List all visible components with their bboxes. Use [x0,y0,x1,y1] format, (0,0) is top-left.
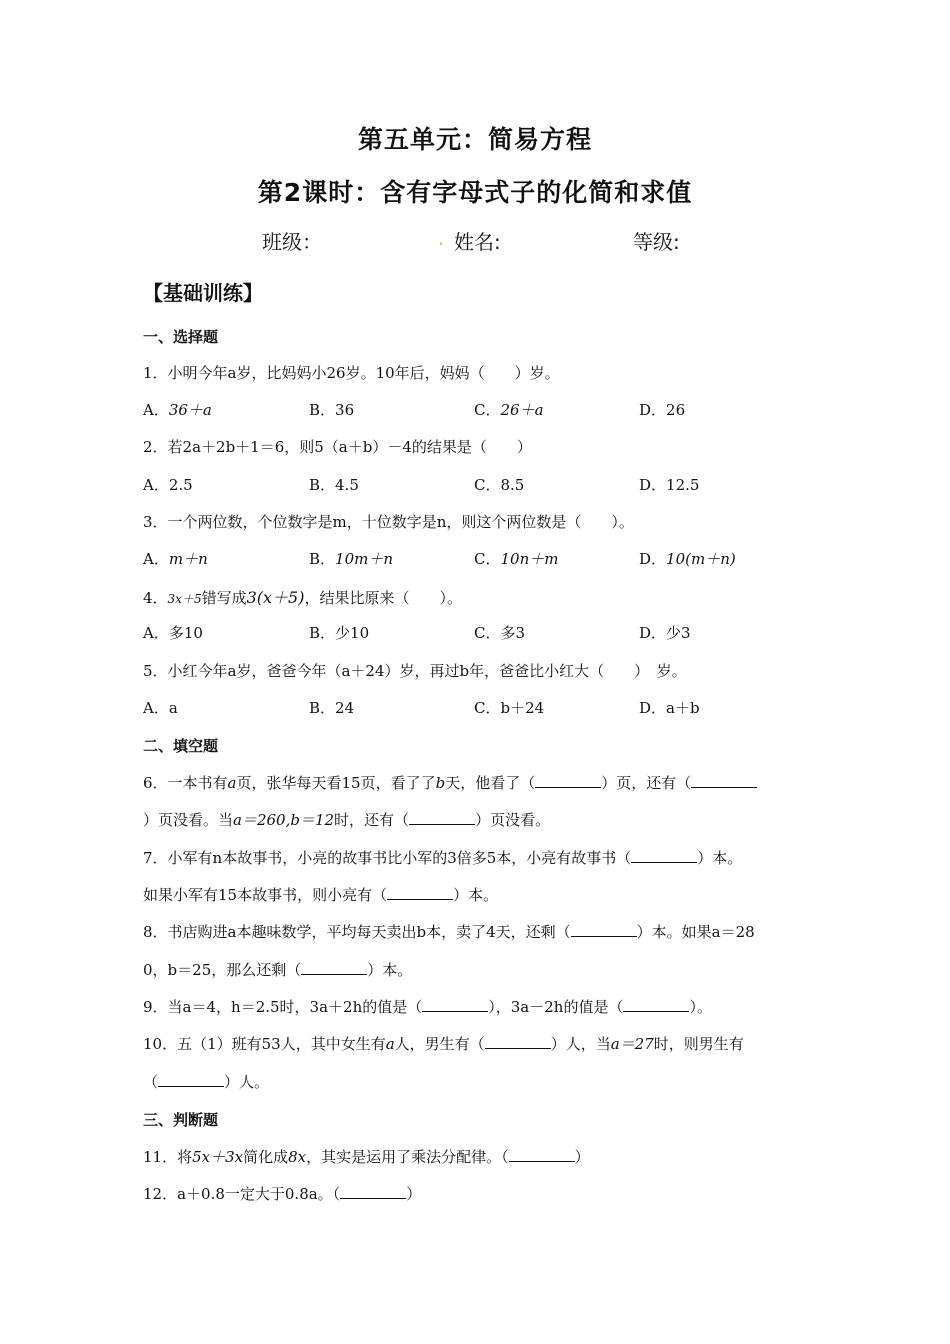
question-6-line-2: ）页没看。当a＝260,b＝12时，还有（ ）页没看。 [143,811,551,829]
question-4: 4．3x＋5错写成3(x＋5)，结果比原来（ ）。 [143,588,462,607]
answer-blank[interactable] [301,962,367,975]
page-title: 第五单元：简易方程 [357,125,592,154]
name-label: 姓名: [454,230,501,254]
question-8-line-2: 0，b＝25，那么还剩（ ）本。 [143,961,413,979]
q1-option-b: B．36 [309,401,355,419]
answer-blank[interactable] [387,887,453,900]
question-10-line-2: （ ）人。 [143,1073,270,1091]
q5-option-d: D．a＋b [639,699,700,717]
answer-blank[interactable] [691,775,757,788]
q4-option-a: A．多10 [143,624,203,642]
question-12: 12．a＋0.8一定大于0.8a。（ ） [143,1185,422,1203]
question-10-line-1: 10．五（1）班有53人，其中女生有a人，男生有（ ）人，当a＝27时，则男生有 [143,1035,744,1053]
q3-option-a: A．m＋n [143,550,208,568]
q2-option-d: D．12.5 [639,476,700,494]
section-title: 【基础训练】 [143,281,263,305]
q4-option-c: C．多3 [474,624,526,642]
answer-blank[interactable] [623,999,689,1012]
class-label: 班级： [262,230,322,254]
q3-option-d: D．10(m＋n) [639,550,736,568]
question-1: 1．小明今年a岁，比妈妈小26岁。10年后，妈妈（ ）岁。 [143,364,560,382]
answer-blank[interactable] [485,1036,551,1049]
q1-option-d: D．26 [639,401,686,419]
question-5: 5．小红今年a岁，爸爸今年（a＋24）岁，再过b年，爸爸比小红大（ ） 岁。 [143,662,687,680]
q2-option-c: C．8.5 [474,476,525,494]
q1-option-a: A．36＋a [143,401,212,419]
q4-option-d: D．少3 [639,624,691,642]
q5-option-c: C．b＋24 [474,699,545,717]
part-heading-judge: 三、判断题 [143,1111,219,1129]
part-heading-choice: 一、选择题 [143,328,219,346]
q3-option-c: C．10n＋m [474,550,559,568]
question-7-line-1: 7．小军有n本故事书，小亮的故事书比小军的3倍多5本，小亮有故事书（ ）本。 [143,849,743,867]
part-heading-fill: 二、填空题 [143,737,219,755]
page-subtitle: 第2课时：含有字母式子的化简和求值 [257,178,693,207]
question-3: 3．一个两位数，个位数字是m，十位数字是n，则这个两位数是（ ）。 [143,513,634,531]
q3-option-b: B．10m＋n [309,550,394,568]
question-7-line-2: 如果小军有15本故事书，则小亮有（ ）本。 [143,886,499,904]
answer-blank[interactable] [571,924,637,937]
question-9: 9．当a＝4，h＝2.5时，3a＋2h的值是（ ），3a－2h的值是（ ）。 [143,998,712,1016]
question-6-line-1: 6．一本书有a页，张华每天看15页，看了了b天，他看了（ ）页，还有（ [143,772,757,793]
q1-option-c: C．26＋a [474,401,544,419]
answer-blank[interactable] [509,1149,575,1162]
answer-blank[interactable] [158,1074,224,1087]
q4-option-b: B．少10 [309,624,370,642]
answer-blank[interactable] [535,775,601,788]
answer-blank[interactable] [409,812,475,825]
q5-option-a: A．a [143,699,178,717]
q2-option-b: B．4.5 [309,476,359,494]
answer-blank[interactable] [422,999,488,1012]
q5-option-b: B．24 [309,699,355,717]
q2-option-a: A．2.5 [143,476,193,494]
answer-blank[interactable] [340,1186,406,1199]
grade-label: 等级: [633,230,680,254]
question-8-line-1: 8．书店购进a本趣味数学，平均每天卖出b本，卖了4天，还剩（ ）本。如果a＝28 [143,923,755,941]
question-11: 11．将5x＋3x简化成8x，其实是运用了乘法分配律。（ ） [143,1148,590,1166]
decorative-dot: . [438,226,445,250]
answer-blank[interactable] [631,850,697,863]
question-2: 2．若2a＋2b＋1＝6，则5（a＋b）－4的结果是（ ） [143,438,532,456]
